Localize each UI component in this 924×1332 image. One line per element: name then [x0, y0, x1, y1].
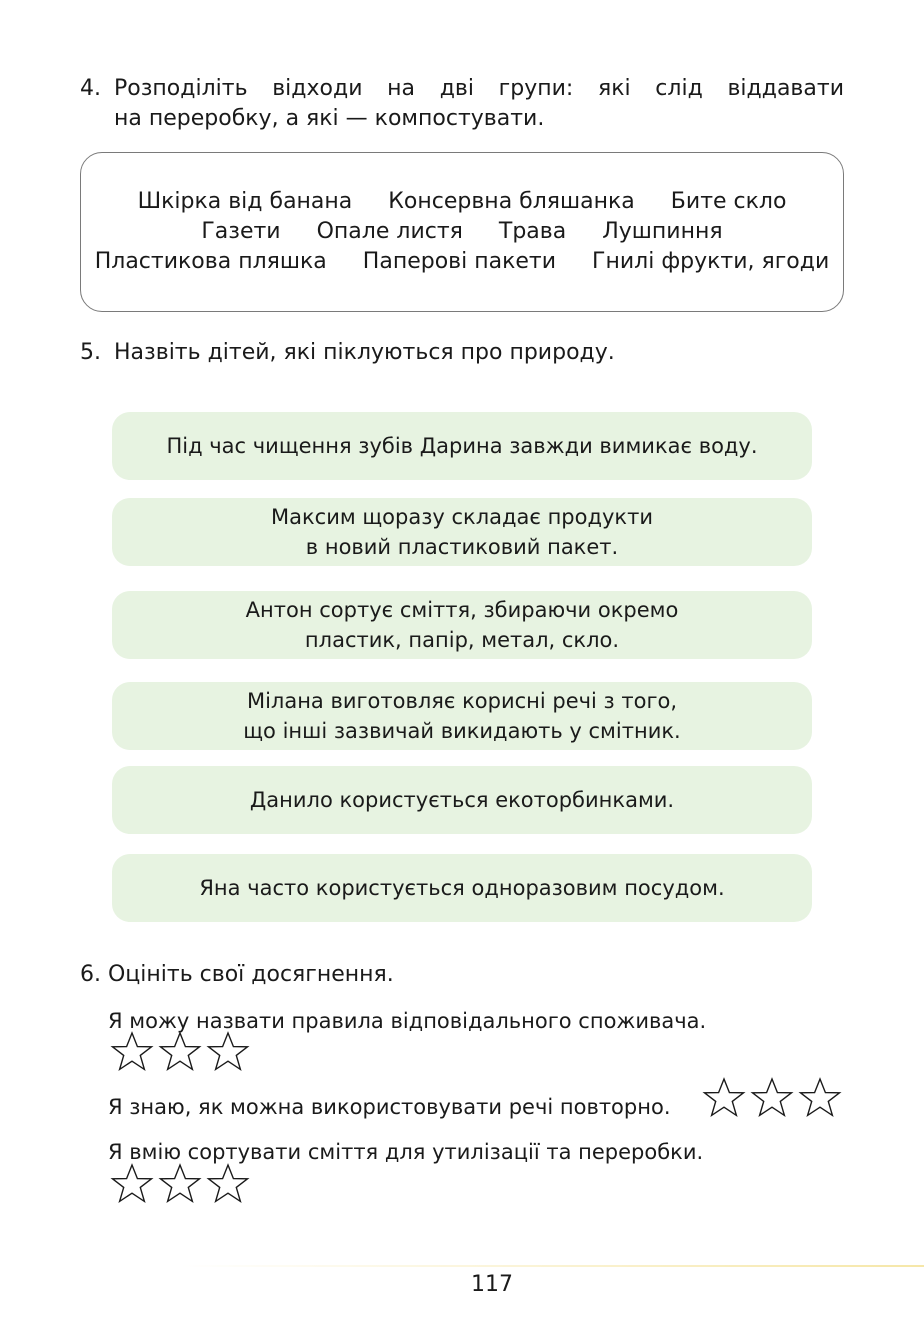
page-number: 117 — [471, 1272, 513, 1297]
waste-word-box — [80, 152, 844, 312]
star-rating — [702, 1076, 842, 1120]
self-assessment-statement: Я знаю, як можна використовувати речі повторно. — [108, 1095, 671, 1119]
task-5-text: Назвіть дітей, які піклуються про природу. — [114, 340, 615, 365]
task-4 — [80, 74, 844, 134]
card-line: Антон сортує сміття, збираючи окремо — [245, 598, 679, 622]
card-line: Яна часто користується одноразовим посудом. — [199, 876, 725, 900]
task-4-text-line2: на переробку, а які — компостувати. — [114, 106, 545, 131]
word-item[interactable]: Консервна бляшанка — [388, 189, 635, 214]
star-outline-icon[interactable] — [206, 1162, 250, 1206]
word-item[interactable]: Бите скло — [670, 189, 787, 214]
self-assessment-statement: Я вмію сортувати сміття для утилізації та переробки. — [108, 1140, 704, 1164]
word-row — [95, 247, 830, 277]
statement-card[interactable] — [112, 591, 812, 659]
task-4-number: 4. — [80, 76, 101, 101]
star-outline-icon[interactable] — [206, 1030, 250, 1074]
card-line: Мілана виготовляє корисні речі з того, — [246, 689, 678, 713]
word-item[interactable]: Пластикова пляшка — [94, 249, 327, 274]
card-line: пластик, папір, метал, скло. — [304, 628, 620, 652]
word-item[interactable]: Опале листя — [316, 219, 463, 244]
card-line: Під час чищення зубів Дарина завжди вимикає воду. — [166, 434, 758, 458]
statement-card[interactable] — [112, 682, 812, 750]
statement-card[interactable] — [112, 766, 812, 834]
footer-divider — [180, 1265, 924, 1267]
statement-card[interactable] — [112, 498, 812, 566]
star-outline-icon[interactable] — [110, 1162, 154, 1206]
word-item[interactable]: Шкірка від банана — [137, 189, 353, 214]
word-item[interactable]: Газети — [201, 219, 281, 244]
card-line: що інші зазвичай викидають у смітник. — [243, 719, 681, 743]
task-5 — [80, 338, 615, 368]
card-line: Максим щоразу складає продукти — [270, 505, 653, 529]
statement-card[interactable] — [112, 854, 812, 922]
word-item[interactable]: Гнилі фрукти, ягоди — [592, 249, 830, 274]
word-row — [138, 187, 787, 217]
self-assessment-statement: Я можу назвати правила відповідального споживача. — [108, 1009, 707, 1033]
card-line: в новий пластиковий пакет. — [305, 535, 619, 559]
word-row — [201, 217, 722, 247]
word-item[interactable]: Паперові пакети — [362, 249, 557, 274]
star-rating — [110, 1030, 250, 1074]
task-6-title: 6. Оцініть свої досягнення. — [80, 962, 394, 987]
star-outline-icon[interactable] — [702, 1076, 746, 1120]
star-outline-icon[interactable] — [110, 1030, 154, 1074]
task-4-text-line1: Розподіліть відходи на дві групи: які слід віддавати — [114, 76, 844, 101]
statement-card[interactable] — [112, 412, 812, 480]
card-line: Данило користується екоторбинками. — [249, 788, 675, 812]
word-item[interactable]: Лушпиння — [602, 219, 723, 244]
star-outline-icon[interactable] — [750, 1076, 794, 1120]
star-rating — [110, 1162, 250, 1206]
star-outline-icon[interactable] — [158, 1162, 202, 1206]
word-item[interactable]: Трава — [498, 219, 567, 244]
star-outline-icon[interactable] — [798, 1076, 842, 1120]
star-outline-icon[interactable] — [158, 1030, 202, 1074]
task-5-number: 5. — [80, 340, 101, 365]
